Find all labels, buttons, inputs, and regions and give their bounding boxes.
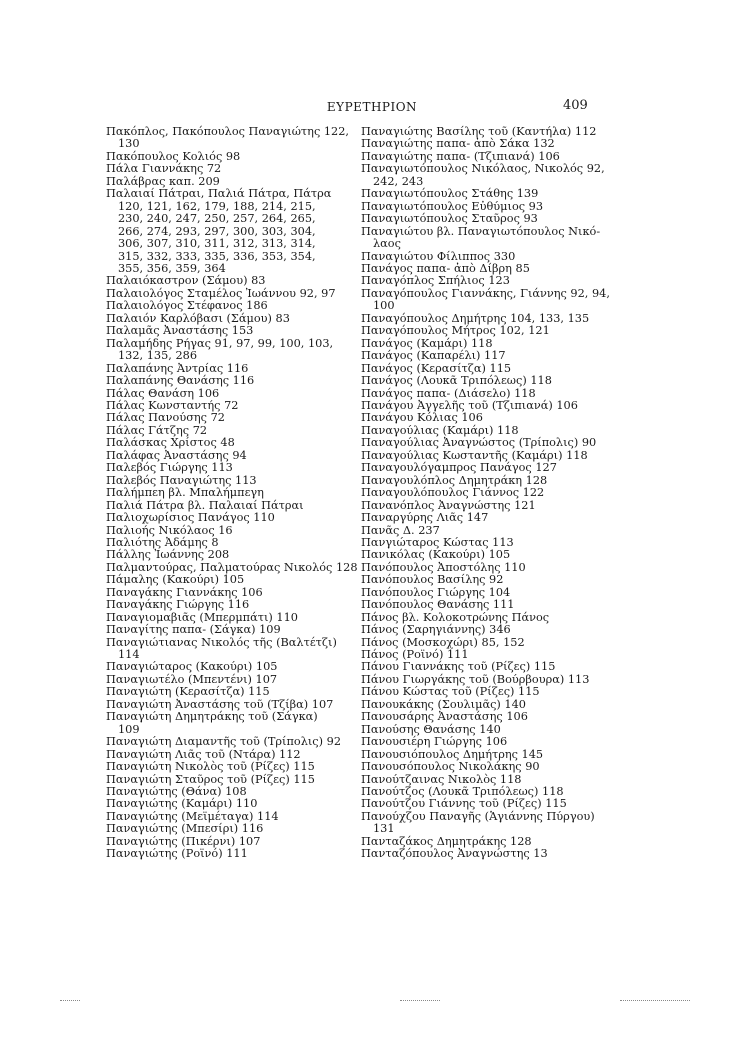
index-entry [361, 226, 611, 251]
index-entry-text: Πανόπουλος Ἀποστόλης 110 [361, 560, 526, 574]
index-entry-text: Παναγιώτιανας Νικολός τῆς (Βαλτέτζι) [106, 635, 337, 649]
index-entry [361, 462, 611, 474]
index-entry-text: Πάνου Κώστας τοῦ (Ρίζες) 115 [361, 685, 540, 699]
index-entry [106, 686, 356, 698]
index-entry-text: Πανικόλας (Κακούρι) 105 [361, 548, 511, 562]
index-entry [361, 350, 611, 362]
index-entry-text: Πανάγος παπα- (Διάσελο) 118 [361, 386, 536, 400]
index-entry-continuation: 132, 135, 286 [118, 349, 198, 363]
index-entry-text: Παλαιόν Καρλόβασι (Σάμου) 83 [106, 311, 290, 325]
index-entry-text: Πανάγος (Καπαρέλι) 117 [361, 349, 506, 363]
index-entry [106, 823, 356, 835]
index-entry [106, 188, 356, 275]
index-entry [106, 599, 356, 611]
index-entry-text: Παλαιόκαστρον (Σάμου) 83 [106, 274, 266, 288]
page-number: 409 [563, 98, 588, 113]
index-entry-text: Παναγιωτόπουλος Σταῦρος 93 [361, 212, 538, 226]
index-entry-text: Παναγιώτης (Μεϊμέταγα) 114 [106, 809, 279, 823]
index-entry-text: Παλιότης Ἀδάμης 8 [106, 535, 219, 549]
index-entry-text: Πάνος (Σαρηγιάννης) 346 [361, 623, 511, 637]
index-entry-text: Πάλας Γάτζης 72 [106, 423, 208, 437]
index-entry [106, 848, 356, 860]
index-entry-text: Παλιοής Νικόλαος 16 [106, 523, 233, 537]
index-entry [361, 761, 611, 773]
index-entry-text: Παναργύρης Λιᾶς 147 [361, 511, 489, 525]
index-entry-text: Πάμαλης (Κακούρι) 105 [106, 573, 245, 587]
index-entry-text: Παναγουλόπουλος Γιάννος 122 [361, 486, 545, 500]
index-entry-text: Πανούσης Θανάσης 140 [361, 722, 501, 736]
index-entry-text: Παναγούλιας (Καμάρι) 118 [361, 423, 519, 437]
index-entry-text: Παναγόπουλος Δημήτρης 104, 133, 135 [361, 311, 590, 325]
index-entry-text: Πάνος (Ροϊνό) 111 [361, 648, 469, 662]
index-entry-text: Παλάφας Ἀναστάσης 94 [106, 448, 247, 462]
index-entry [361, 188, 611, 200]
index-entry [361, 549, 611, 561]
index-entry-text: Παναγιώταρος (Κακούρι) 105 [106, 660, 278, 674]
index-entry-text: Πάλας Θανάση 106 [106, 386, 220, 400]
index-entry [106, 637, 356, 662]
index-entry-text: Παλαιολόγος Σταμέλος Ἰωάννου 92, 97 [106, 286, 336, 300]
index-entry-text: Παλαιαί Πάτραι, Παλιά Πάτρα, Πάτρα [106, 187, 332, 201]
index-entry-text: Πανάγος (Λουκᾶ Τριπόλεως) 118 [361, 374, 552, 388]
index-entry-text: Παλιά Πάτρα βλ. Παλαιαί Πάτραι [106, 498, 304, 512]
index-entry-text: Πανόπουλος Γιώργης 104 [361, 585, 511, 599]
index-entry-text: Πανόπουλος Θανάσης 111 [361, 598, 515, 612]
index-entry-text: Παναγιώτης Βασίλης τοῦ (Καντήλα) 112 [361, 125, 597, 138]
index-entry-continuation: λαος [373, 237, 401, 251]
index-entry-continuation: 315, 332, 333, 335, 336, 353, 354, [118, 249, 316, 263]
index-entry-text: Παλαμήδης Ρήγας 91, 97, 99, 100, 103, [106, 336, 334, 350]
index-entry-text: Πάνος (Μοσκοχώρι) 85, 152 [361, 635, 525, 649]
index-entry [361, 811, 611, 836]
index-entry [361, 437, 611, 449]
index-entry [106, 462, 356, 474]
index-entry-text: Παναγιώτης (Ροϊνό) 111 [106, 847, 248, 861]
index-entry-text: Παναγιώτη Σταῦρος τοῦ (Ρίζες) 115 [106, 772, 315, 786]
index-entry-text: Πανούτζαινας Νικολὸς 118 [361, 772, 522, 786]
index-entry-text: Πάνου Γιαννάκης τοῦ (Ρίζες) 115 [361, 660, 556, 674]
index-entry [361, 213, 611, 225]
index-entry-continuation: 266, 274, 293, 297, 300, 303, 304, [118, 224, 316, 238]
index-entry-text: Παναγιωτόπουλος Στάθης 139 [361, 187, 539, 201]
index-entry [106, 624, 356, 636]
index-entry-text: Πανάγος παπα- ἀπὸ Δίβρη 85 [361, 261, 530, 275]
index-entry-text: Παλαιολόγος Στέφανος 186 [106, 299, 268, 313]
index-entry-continuation: 109 [118, 722, 140, 736]
index-entry-text: Πανάγου Κόλιας 106 [361, 411, 483, 425]
index-entry [106, 375, 356, 387]
index-entry [106, 163, 356, 175]
index-entry-text: Παλεβός Παναγιώτης 113 [106, 473, 257, 487]
index-entry-continuation: 355, 356, 359, 364 [118, 261, 226, 275]
index-entry-text: Πάλας Κωνσταντής 72 [106, 398, 239, 412]
index-entry-text: Πακόπουλος Κολιός 98 [106, 149, 241, 163]
index-entry-text: Πανγιώταρος Κώστας 113 [361, 535, 514, 549]
index-entry-text: Παναγόπουλος Γιαννάκης, Γιάννης 92, 94, [361, 286, 610, 300]
index-entry-text: Παναγιώτης (Πικέρνι) 107 [106, 834, 261, 848]
index-entry [106, 412, 356, 424]
index-entry-continuation: 242, 243 [373, 174, 424, 188]
index-entry [106, 437, 356, 449]
index-entry-continuation: 120, 121, 162, 179, 188, 214, 215, [118, 199, 316, 213]
index-entry-text: Πάνος βλ. Κολοκοτρώνης Πάνος [361, 610, 550, 624]
index-entry [106, 512, 356, 524]
index-column-right [361, 126, 611, 861]
index-entry-text: Παναγίτης παπα- (Σάγκα) 109 [106, 623, 281, 637]
index-entry-text: Παναγούλιας Ἀναγνώστος (Τρίπολις) 90 [361, 436, 597, 450]
index-column-left [106, 126, 356, 861]
index-entry-text: Πανούχζου Παναγῆς (Ἁγιάννης Πύργου) [361, 809, 595, 823]
index-entry-text: Πανόπουλος Βασίλης 92 [361, 573, 504, 587]
index-entry-text: Πάνου Γιωργάκης τοῦ (Βούρβουρα) 113 [361, 672, 590, 686]
index-entry [361, 288, 611, 313]
index-entry-text: Παλεβός Γιώργης 113 [106, 461, 233, 475]
index-entry [361, 487, 611, 499]
index-entry-text: Παναγιώτης παπα- ἀπὸ Σάκα 132 [361, 137, 555, 151]
index-entry-text: Παναγουλόγαμπρος Πανάγος 127 [361, 461, 557, 475]
index-entry-continuation: 230, 240, 247, 250, 257, 264, 265, [118, 212, 316, 226]
index-entry-text: Πάλλης Ἰωάννης 208 [106, 548, 230, 562]
index-entry-text: Παλήμπεη βλ. Μπαλήμπεγη [106, 486, 264, 500]
index-entry-continuation: 100 [373, 299, 395, 313]
index-entry-text: Παναγιομαβιᾶς (Μπερμπάτι) 110 [106, 610, 298, 624]
footer-dots-left [60, 1000, 80, 1002]
index-entry-text: Παναγιώτου Φίλιππος 330 [361, 249, 516, 263]
index-entry [106, 574, 356, 586]
index-entry [361, 711, 611, 723]
index-entry-text: Πανάγος (Καμάρι) 118 [361, 336, 493, 350]
index-entry-text: Παναγιωτόπουλος Νικόλαος, Νικολός 92, [361, 162, 605, 176]
index-entry [361, 736, 611, 748]
index-entry [361, 163, 611, 188]
index-entry-text: Παναγιώτη Ἀναστάσης τοῦ (Τζίβα) 107 [106, 697, 334, 711]
index-entry-text: Πανούτζου Γιάννης τοῦ (Ρίζες) 115 [361, 797, 567, 811]
footer-dots-center [400, 1000, 440, 1002]
index-entry [106, 736, 356, 748]
index-entry-text: Παναγάκης Γιαννάκης 106 [106, 585, 263, 599]
index-entry-text: Παλιοχωρίσιος Πανάγος 110 [106, 511, 275, 525]
index-entry [106, 761, 356, 773]
index-entry-text: Παλάσκας Χρίστος 48 [106, 436, 235, 450]
index-entry [106, 300, 356, 312]
index-entry [361, 599, 611, 611]
index-entry-text: Παναγιώτης (Μπεσίρι) 116 [106, 822, 264, 836]
index-entry [106, 338, 356, 363]
index-entry [361, 412, 611, 424]
index-entry-text: Παναγούλιας Κωσταντῆς (Καμάρι) 118 [361, 448, 588, 462]
index-entry-text: Παναγιώτη Δημητράκης τοῦ (Σάγκα) [106, 710, 318, 724]
index-entry-text: Παλαμᾶς Ἀναστάσης 153 [106, 324, 254, 338]
index-entry-continuation: 130 [118, 137, 140, 151]
index-entry [361, 848, 611, 860]
index-entry-text: Πανουκάκης (Σουλιμᾶς) 140 [361, 697, 526, 711]
index-entry [361, 574, 611, 586]
index-entry-text: Πανουσιόπουλος Δημήτρης 145 [361, 747, 544, 761]
index-entry [361, 512, 611, 524]
index-entry-text: Παναγιώτης παπα- (Τζιπιανά) 106 [361, 149, 560, 163]
index-entry [361, 624, 611, 636]
running-header-title: ΕΥΡΕΤΗΡΙΟΝ [326, 100, 418, 114]
index-entry-text: Παναγιώτη (Κερασίτζα) 115 [106, 685, 270, 699]
index-entry-text: Παναγιώτη Διαμαντῆς τοῦ (Τρίπολις) 92 [106, 735, 342, 749]
index-entry-text: Πανάγος (Κερασίτζα) 115 [361, 361, 512, 375]
index-entry-text: Παναγόπλος Σπήλιος 123 [361, 274, 510, 288]
index-entry-continuation: 306, 307, 310, 311, 312, 313, 314, [118, 237, 316, 251]
index-entry-text: Παναγιώτη Νικολὸς τοῦ (Ρίζες) 115 [106, 760, 315, 774]
index-entry [106, 126, 356, 151]
index-entry-text: Παλάβρας καπ. 209 [106, 174, 220, 188]
index-entry-text: Πανταζόπουλος Ἀναγνώστης 13 [361, 847, 548, 861]
index-entry-text: Πανταζάκος Δημητράκης 128 [361, 834, 532, 848]
index-entry-text: Πανουσάρης Ἀναστάσης 106 [361, 710, 528, 724]
index-entry [361, 686, 611, 698]
index-entry-text: Παναγόπουλος Μήτρος 102, 121 [361, 324, 550, 338]
index-entry-text: Πάλας Πανούσης 72 [106, 411, 225, 425]
index-entry [106, 487, 356, 499]
index-entry-continuation: 114 [118, 648, 140, 662]
index-entry-text: Πακόπλος, Πακόπουλος Παναγιώτης 122, [106, 125, 350, 138]
index-entry-text: Παναγιώτης (Καμάρι) 110 [106, 797, 258, 811]
index-entry [361, 325, 611, 337]
index-entry-text: Πάλα Γιαννάκης 72 [106, 162, 222, 176]
index-entry-text: Πανουσιέρη Γιώργης 106 [361, 735, 508, 749]
footer-dots-right [620, 1000, 690, 1002]
index-entry-text: Πανουσόπουλος Νικολάκης 90 [361, 760, 540, 774]
index-entry-text: Παλαπάνης Ἀντρίας 116 [106, 361, 249, 375]
index-entry-text: Παναγουλόπλος Δημητράκη 128 [361, 473, 548, 487]
index-entry-text: Παναγιωτόπουλος Εὐθύμιος 93 [361, 199, 544, 213]
index-entry-continuation: 131 [373, 822, 395, 836]
index-entry-text: Πανάγου Ἀγγελῆς τοῦ (Τζιπιανά) 106 [361, 398, 578, 412]
index-entry [361, 375, 611, 387]
index-entry-text: Παναγιώτη Λιᾶς τοῦ (Ντάρα) 112 [106, 747, 301, 761]
index-entry-text: Παναγιωτέλο (Μπεντένι) 107 [106, 672, 278, 686]
index-entry-text: Παλαπάνης Θανάσης 116 [106, 374, 255, 388]
index-entry-text: Παναγάκης Γιώργης 116 [106, 598, 250, 612]
index-entry-text: Παναγιώτης (Θάνα) 108 [106, 785, 247, 799]
index-entry-text: Πανανόπλος Ἀναγνώστης 121 [361, 498, 536, 512]
index-entry [106, 549, 356, 561]
index-entry [106, 711, 356, 736]
index-entry-text: Πανούτζος (Λουκᾶ Τριπόλεως) 118 [361, 785, 564, 799]
index-entry-text: Πανᾶς Δ. 237 [361, 523, 440, 537]
index-entry [106, 325, 356, 337]
index-entry-text: Παναγιώτου βλ. Παναγιωτόπουλος Νικό- [361, 224, 601, 238]
index-entry-text: Παλμαντούρας, Παλματούρας Νικολός 128 [106, 560, 358, 574]
